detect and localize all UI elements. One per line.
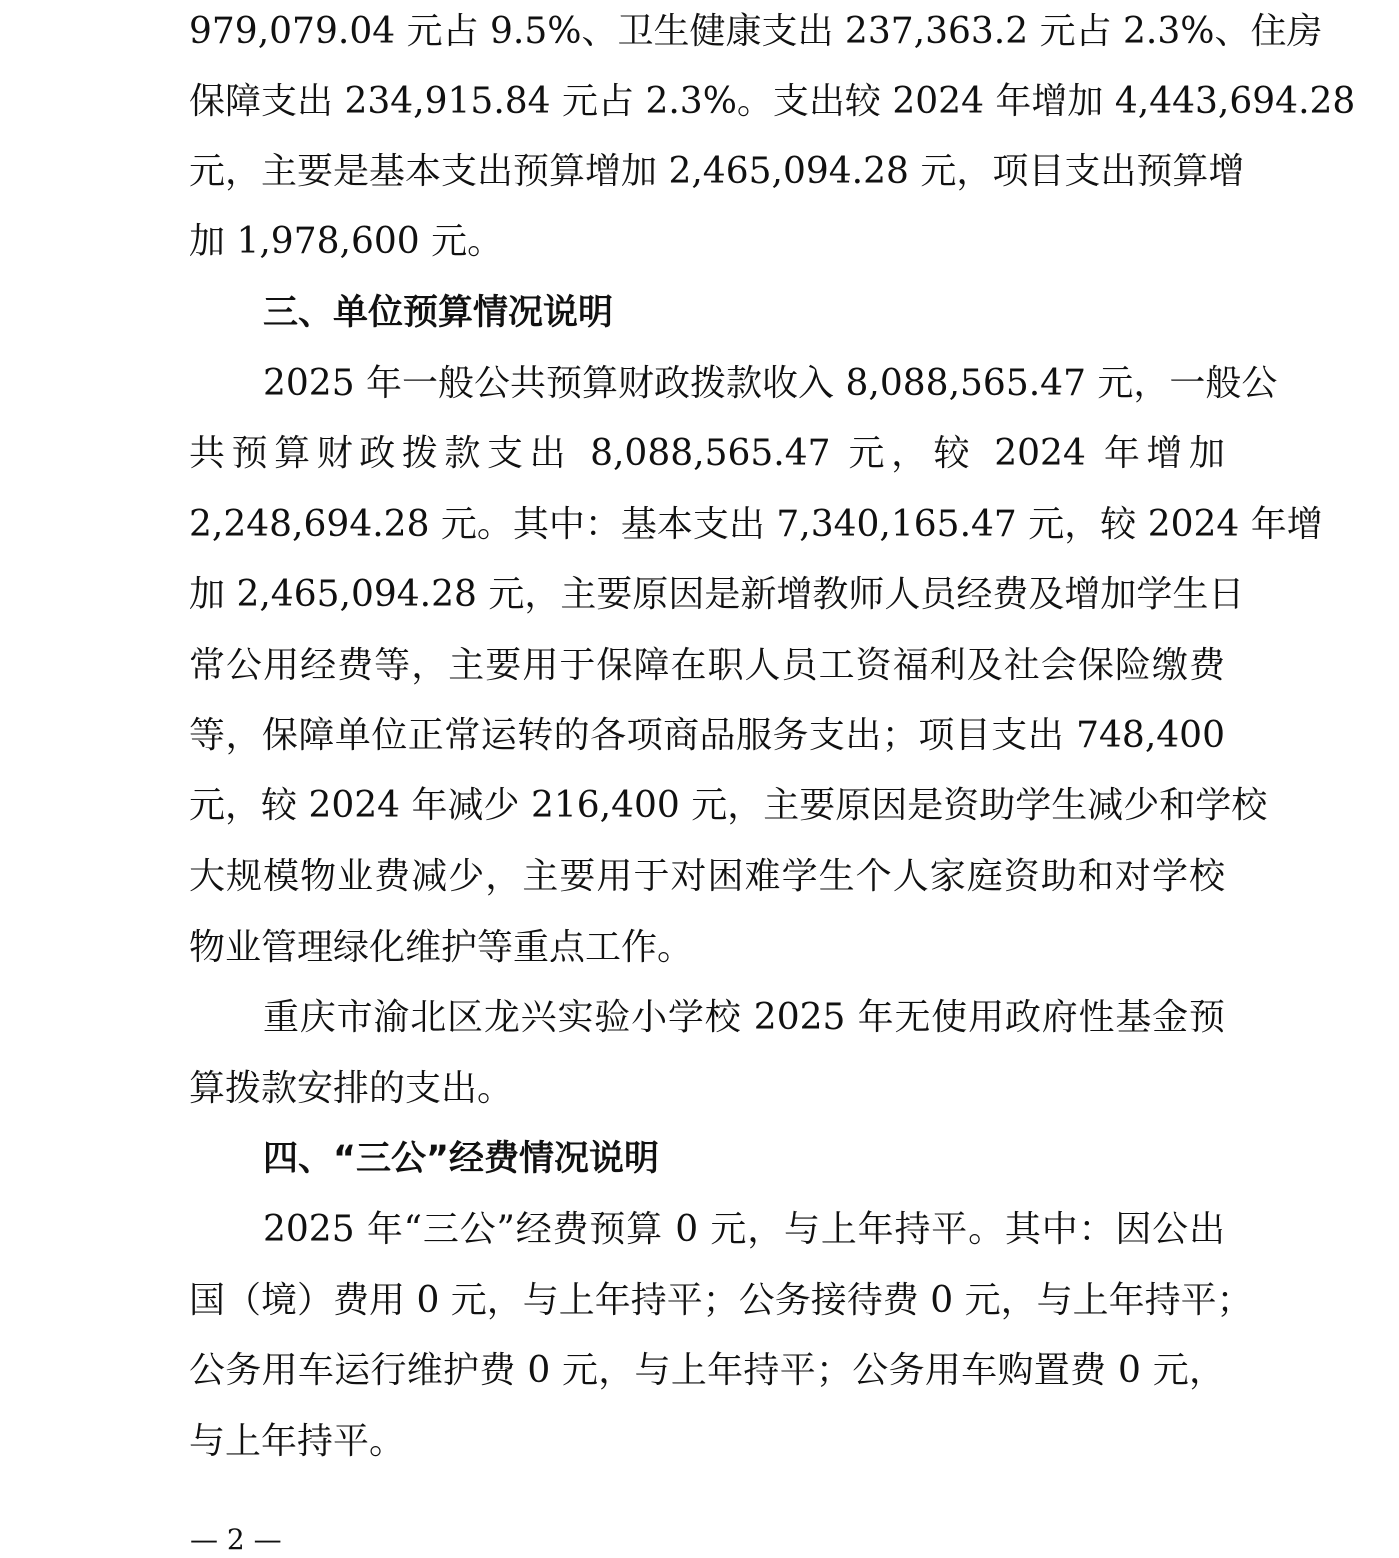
paragraph-line: 保障支出 234,915.84 元占 2.3%。支出较 2024 年增加 4,443,694.28	[189, 81, 1356, 122]
paragraph-line: 常公用经费等，主要用于保障在职人员工资福利及社会保险缴费	[189, 645, 1225, 686]
paragraph-line: 算拨款安排的支出。	[189, 1068, 514, 1109]
paragraph-line: 979,079.04 元占 9.5%、卫生健康支出 237,363.2 元占 2.3%、住房	[189, 11, 1323, 52]
page-number: — 2 —	[190, 1523, 282, 1556]
paragraph-line: 大规模物业费减少，主要用于对困难学生个人家庭资助和对学校	[189, 856, 1225, 897]
paragraph-line: 重庆市渝北区龙兴实验小学校 2025 年无使用政府性基金预	[263, 997, 1225, 1038]
paragraph-line: 国（境）费用 0 元，与上年持平；公务接待费 0 元，与上年持平；	[189, 1280, 1253, 1321]
paragraph-line: 等，保障单位正常运转的各项商品服务支出；项目支出 748,400	[189, 715, 1225, 756]
section-heading: 四、“三公”经费情况说明	[263, 1139, 660, 1179]
paragraph-line: 2,248,694.28 元。其中：基本支出 7,340,165.47 元，较 2024 年增	[189, 504, 1323, 545]
paragraph-line: 公务用车运行维护费 0 元，与上年持平；公务用车购置费 0 元，	[189, 1350, 1225, 1391]
section-heading: 三、单位预算情况说明	[263, 293, 614, 333]
paragraph-line: 与上年持平。	[189, 1421, 406, 1462]
paragraph-line: 共预算财政拨款支出 8,088,565.47 元，较 2024 年增加	[189, 433, 1225, 474]
paragraph-line: 加 1,978,600 元。	[189, 221, 504, 262]
paragraph-line: 元，主要是基本支出预算增加 2,465,094.28 元，项目支出预算增	[189, 151, 1245, 192]
paragraph-line: 物业管理绿化维护等重点工作。	[189, 927, 694, 968]
paragraph-line: 2025 年“三公”经费预算 0 元，与上年持平。其中：因公出	[263, 1209, 1225, 1250]
paragraph-line: 2025 年一般公共预算财政拨款收入 8,088,565.47 元，一般公	[263, 363, 1278, 404]
paragraph-line: 元，较 2024 年减少 216,400 元，主要原因是资助学生减少和学校	[189, 785, 1268, 826]
paragraph-line: 加 2,465,094.28 元，主要原因是新增教师人员经费及增加学生日	[189, 574, 1245, 615]
